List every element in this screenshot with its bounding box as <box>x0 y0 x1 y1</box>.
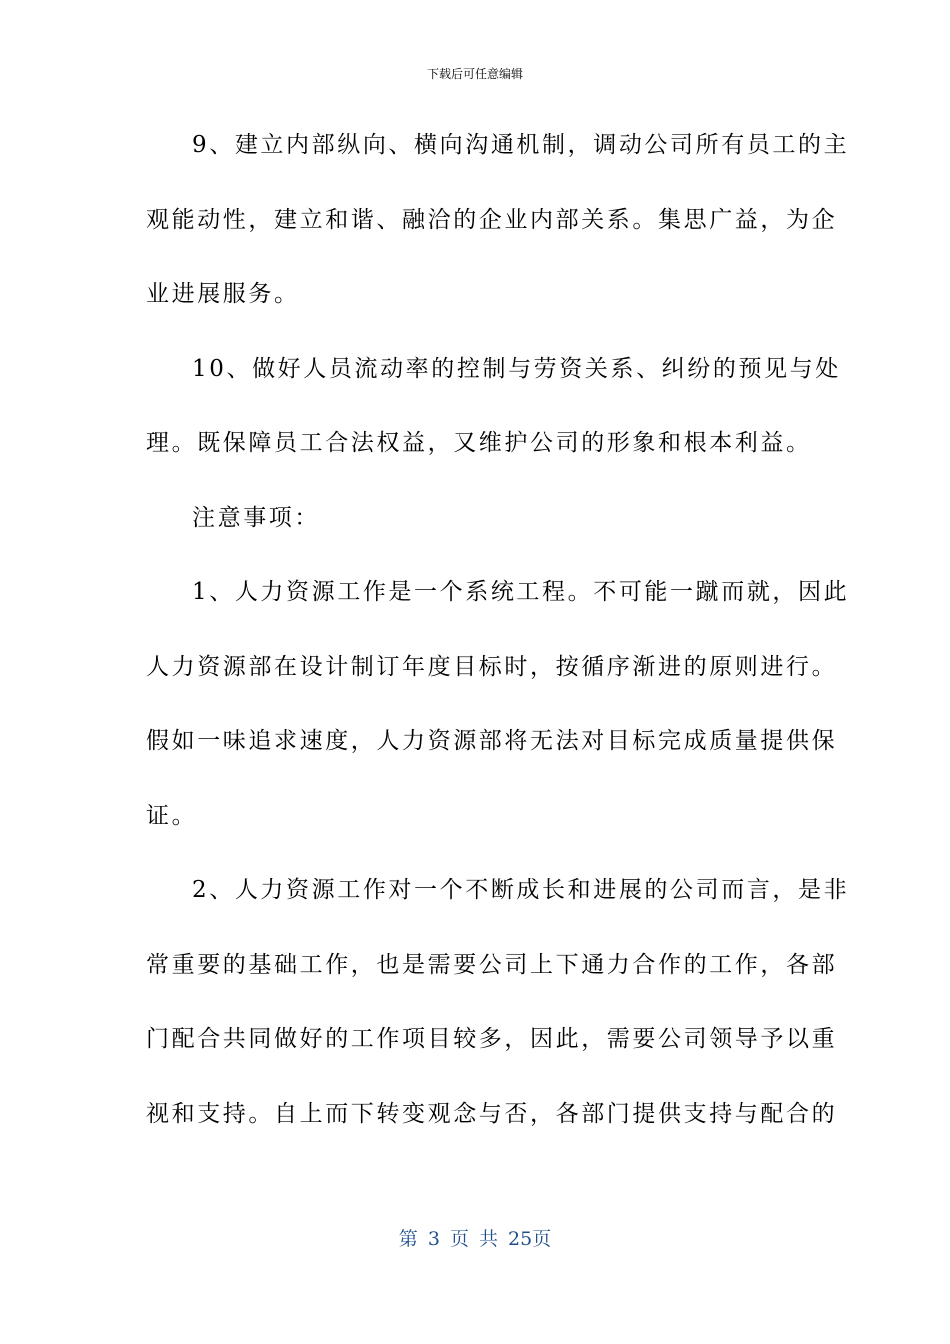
text-line: 门配合共同做好的工作项目较多，因此，需要公司领导予以重 <box>146 1026 838 1052</box>
text-line: 1、人力资源工作是一个系统工程。不可能一蹴而就，因此 <box>192 579 850 605</box>
text-line: 人力资源部在设计制订年度目标时，按循序渐进的原则进行。 <box>146 653 838 680</box>
text-line: 观能动性，建立和谐、融洽的企业内部关系。集思广益，为企 <box>146 206 838 233</box>
text-line: 理。既保障员工合法权益，又维护公司的形象和根本利益。 <box>146 430 812 456</box>
section-heading: 注意事项： <box>192 504 320 531</box>
text-line: 证。 <box>146 802 198 829</box>
text-line: 假如一味追求速度，人力资源部将无法对目标完成质量提供保 <box>146 728 838 754</box>
text-line: 2、人力资源工作对一个不断成长和进展的公司而言，是非 <box>192 877 850 903</box>
text-line: 9、建立内部纵向、横向沟通机制，调动公司所有员工的主 <box>192 132 850 158</box>
text-line: 业进展服务。 <box>146 281 300 307</box>
page-header: 下载后可任意编辑 <box>426 67 523 81</box>
text-line: 视和支持。自上而下转变观念与否，各部门提供支持与配合的 <box>146 1100 838 1127</box>
document-body <box>146 117 850 1160</box>
page-number: 第 3 页 共 25页 <box>398 1228 552 1250</box>
text-line: 常重要的基础工作，也是需要公司上下通力合作的工作，各部 <box>146 951 838 978</box>
text-line: 10、做好人员流动率的控制与劳资关系、纠纷的预见与处 <box>192 355 841 382</box>
